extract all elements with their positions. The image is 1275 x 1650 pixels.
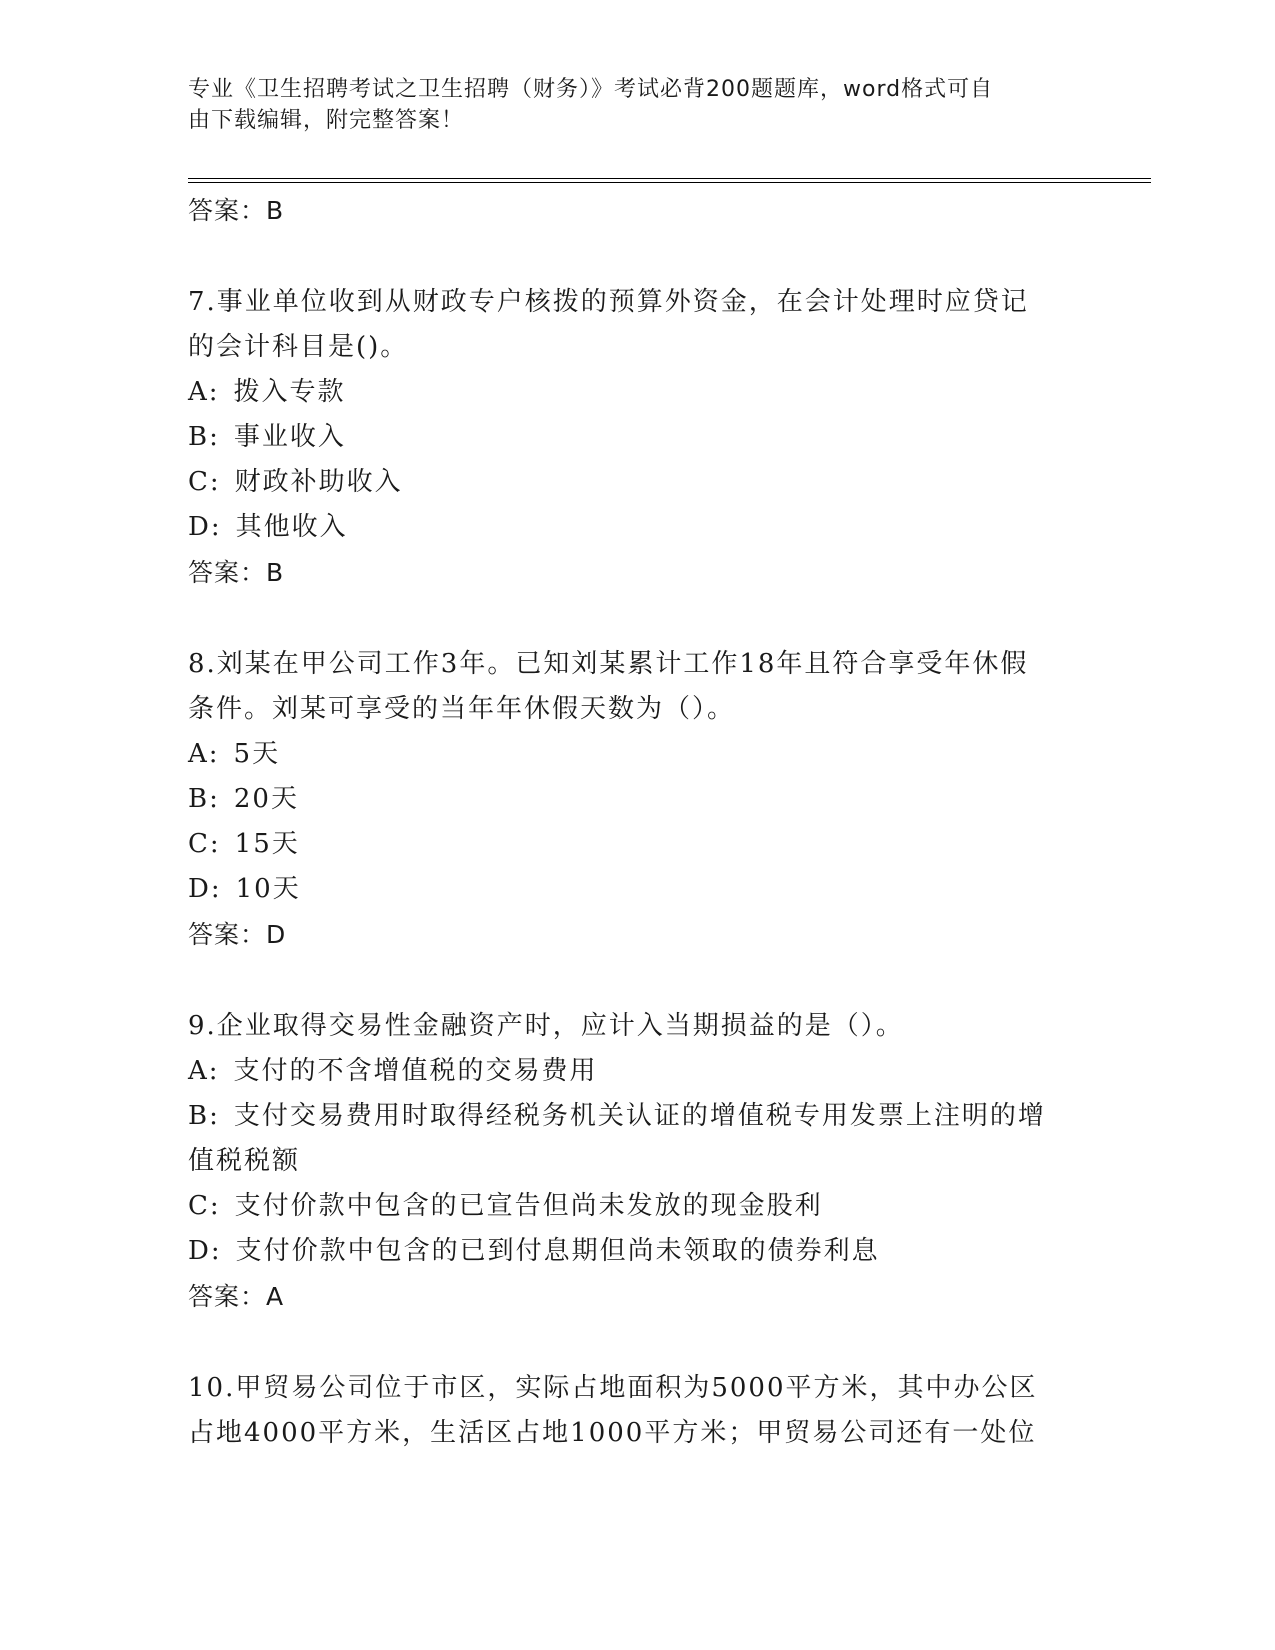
question-8 — [188, 642, 1088, 957]
question-text: 10.甲贸易公司位于市区，实际占地面积为5000平方米，其中办公区 — [188, 1373, 1038, 1403]
option-text: 15天 — [234, 829, 300, 859]
option-text: 5天 — [233, 739, 281, 769]
option-label: A: — [188, 377, 220, 407]
question-text: 的会计科目是()。 — [188, 332, 409, 362]
header-divider-bottom — [188, 182, 1151, 183]
question-text: 7.事业单位收到从财政专户核拨的预算外资金，在会计处理时应贷记 — [188, 287, 1029, 317]
option-text: 支付价款中包含的已宣告但尚未发放的现金股利 — [234, 1191, 823, 1221]
option-b — [188, 1094, 1088, 1139]
option-d — [188, 505, 1088, 550]
option-label: A: — [188, 739, 220, 769]
option-label: C: — [188, 1191, 221, 1221]
answer-line: 答案：B — [188, 558, 285, 587]
option-b — [188, 777, 1088, 822]
option-d — [188, 867, 1088, 912]
answer-line: 答案：D — [188, 920, 287, 949]
option-label: D: — [188, 1236, 222, 1266]
option-text: 20天 — [233, 784, 299, 814]
question-text: 8.刘某在甲公司工作3年。已知刘某累计工作18年且符合享受年休假 — [188, 649, 1029, 679]
answer-line: 答案：A — [188, 1282, 285, 1311]
header-line-1: 专业《卫生招聘考试之卫生招聘（财务）》考试必背200题题库，word格式可自 — [188, 77, 994, 102]
option-c — [188, 1184, 1088, 1229]
option-text: 财政补助收入 — [234, 467, 403, 497]
option-label: D: — [188, 874, 222, 904]
question-7 — [188, 280, 1088, 595]
option-label: B: — [188, 1101, 220, 1131]
option-text: 支付交易费用时取得经税务机关认证的增值税专用发票上注明的增 — [233, 1101, 1046, 1131]
question-10 — [188, 1366, 1088, 1456]
option-c — [188, 822, 1088, 867]
option-text: 拨入专款 — [233, 377, 346, 407]
option-label: B: — [188, 422, 220, 452]
option-text: 支付价款中包含的已到付息期但尚未领取的债券利息 — [235, 1236, 880, 1266]
answer-line: 答案：B — [188, 196, 285, 225]
document-header — [188, 74, 1068, 136]
option-text: 支付的不含增值税的交易费用 — [233, 1056, 598, 1086]
option-label: A: — [188, 1056, 220, 1086]
header-divider-top — [188, 178, 1151, 179]
option-b-continued: 值税税额 — [188, 1146, 301, 1176]
option-text: 其他收入 — [235, 512, 348, 542]
option-d — [188, 1229, 1088, 1274]
option-text: 10天 — [235, 874, 301, 904]
question-text: 条件。刘某可享受的当年年休假天数为（）。 — [188, 694, 736, 724]
option-label: B: — [188, 784, 220, 814]
option-a — [188, 1049, 1088, 1094]
question-list — [188, 188, 1088, 1456]
option-label: C: — [188, 467, 221, 497]
option-label: C: — [188, 829, 221, 859]
option-a — [188, 370, 1088, 415]
question-text: 占地4000平方米，生活区占地1000平方米；甲贸易公司还有一处位 — [188, 1418, 1037, 1448]
header-line-2: 由下载编辑，附完整答案！ — [188, 108, 465, 133]
option-label: D: — [188, 512, 222, 542]
question-text: 9.企业取得交易性金融资产时，应计入当期损益的是（）。 — [188, 1011, 904, 1041]
option-c — [188, 460, 1088, 505]
question-9 — [188, 1004, 1088, 1319]
option-b — [188, 415, 1088, 460]
option-a — [188, 732, 1088, 777]
option-text: 事业收入 — [233, 422, 346, 452]
